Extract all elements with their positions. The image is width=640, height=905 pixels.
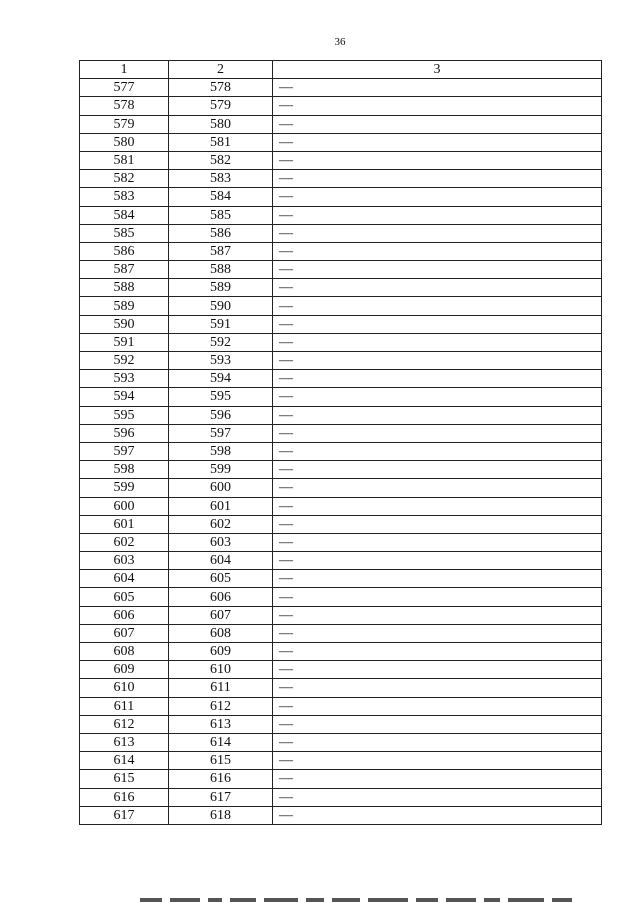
cell-col-2: 608 [169, 624, 273, 642]
table-row [80, 752, 602, 770]
table-row [80, 352, 602, 370]
cell-col-2: 618 [169, 806, 273, 824]
column-header-2: 2 [169, 61, 273, 79]
data-table [79, 60, 602, 825]
cell-col-3: — [273, 588, 602, 606]
cell-col-3: — [273, 406, 602, 424]
table-row [80, 279, 602, 297]
table-row [80, 297, 602, 315]
bottom-cropped-text-line [140, 898, 580, 905]
table-row [80, 643, 602, 661]
cell-col-3: — [273, 370, 602, 388]
table-row [80, 497, 602, 515]
cell-col-1: 595 [80, 406, 169, 424]
cell-col-2: 600 [169, 479, 273, 497]
table-row [80, 770, 602, 788]
cell-col-1: 590 [80, 315, 169, 333]
table-row [80, 261, 602, 279]
cell-col-2: 607 [169, 606, 273, 624]
cell-col-2: 588 [169, 261, 273, 279]
cell-col-3: — [273, 315, 602, 333]
cell-col-2: 579 [169, 97, 273, 115]
cell-col-3: — [273, 679, 602, 697]
cell-col-2: 615 [169, 752, 273, 770]
table-row [80, 115, 602, 133]
cell-col-1: 601 [80, 515, 169, 533]
table-row [80, 370, 602, 388]
table-header [80, 61, 602, 79]
cell-col-1: 597 [80, 442, 169, 460]
cell-col-1: 617 [80, 806, 169, 824]
cell-col-2: 590 [169, 297, 273, 315]
cell-col-3: — [273, 206, 602, 224]
cell-col-2: 586 [169, 224, 273, 242]
cell-col-3: — [273, 297, 602, 315]
cell-col-3: — [273, 643, 602, 661]
cell-col-1: 596 [80, 424, 169, 442]
cell-col-3: — [273, 424, 602, 442]
table-row [80, 606, 602, 624]
table-row [80, 570, 602, 588]
cell-col-1: 600 [80, 497, 169, 515]
cell-col-2: 591 [169, 315, 273, 333]
cell-col-3: — [273, 151, 602, 169]
cell-col-2: 610 [169, 661, 273, 679]
cell-col-3: — [273, 624, 602, 642]
cell-col-2: 581 [169, 133, 273, 151]
table-row [80, 806, 602, 824]
cell-col-2: 578 [169, 79, 273, 97]
cell-col-1: 606 [80, 606, 169, 624]
cell-col-1: 594 [80, 388, 169, 406]
table-row [80, 170, 602, 188]
cell-col-1: 579 [80, 115, 169, 133]
table-row [80, 151, 602, 169]
table-row [80, 406, 602, 424]
cell-col-2: 599 [169, 461, 273, 479]
cell-col-3: — [273, 497, 602, 515]
cell-col-2: 609 [169, 643, 273, 661]
cell-col-1: 578 [80, 97, 169, 115]
table-row [80, 442, 602, 460]
cell-col-3: — [273, 115, 602, 133]
table-row [80, 552, 602, 570]
cell-col-3: — [273, 224, 602, 242]
cell-col-3: — [273, 261, 602, 279]
table-row [80, 533, 602, 551]
cell-col-1: 589 [80, 297, 169, 315]
cell-col-3: — [273, 788, 602, 806]
table-row [80, 97, 602, 115]
cell-col-1: 616 [80, 788, 169, 806]
cell-col-1: 602 [80, 533, 169, 551]
cell-col-2: 617 [169, 788, 273, 806]
table-row [80, 588, 602, 606]
header-row [80, 61, 602, 79]
cell-col-3: — [273, 388, 602, 406]
table-row [80, 697, 602, 715]
cell-col-1: 599 [80, 479, 169, 497]
table-row [80, 733, 602, 751]
cell-col-2: 611 [169, 679, 273, 697]
cell-col-3: — [273, 570, 602, 588]
table-row [80, 188, 602, 206]
cell-col-3: — [273, 733, 602, 751]
cell-col-2: 612 [169, 697, 273, 715]
cell-col-1: 584 [80, 206, 169, 224]
cell-col-1: 591 [80, 333, 169, 351]
table-row [80, 461, 602, 479]
table-body [80, 79, 602, 825]
cell-col-1: 604 [80, 570, 169, 588]
cell-col-2: 604 [169, 552, 273, 570]
cell-col-2: 584 [169, 188, 273, 206]
cell-col-1: 588 [80, 279, 169, 297]
cell-col-1: 577 [80, 79, 169, 97]
cell-col-3: — [273, 552, 602, 570]
cell-col-1: 598 [80, 461, 169, 479]
cell-col-3: — [273, 79, 602, 97]
cell-col-1: 587 [80, 261, 169, 279]
page-number: 36 [334, 36, 346, 48]
cell-col-1: 612 [80, 715, 169, 733]
table-row [80, 242, 602, 260]
table-row [80, 624, 602, 642]
cell-col-3: — [273, 352, 602, 370]
cell-col-1: 603 [80, 552, 169, 570]
cell-col-3: — [273, 97, 602, 115]
cell-col-1: 613 [80, 733, 169, 751]
cell-col-3: — [273, 461, 602, 479]
cell-col-1: 592 [80, 352, 169, 370]
table-row [80, 479, 602, 497]
table-row [80, 333, 602, 351]
cell-col-1: 610 [80, 679, 169, 697]
cell-col-3: — [273, 133, 602, 151]
cell-col-2: 605 [169, 570, 273, 588]
cell-col-3: — [273, 715, 602, 733]
cell-col-2: 602 [169, 515, 273, 533]
cell-col-1: 611 [80, 697, 169, 715]
column-header-1: 1 [80, 61, 169, 79]
cell-col-1: 608 [80, 643, 169, 661]
cell-col-1: 585 [80, 224, 169, 242]
cell-col-1: 615 [80, 770, 169, 788]
cell-col-1: 586 [80, 242, 169, 260]
cell-col-1: 583 [80, 188, 169, 206]
cell-col-3: — [273, 697, 602, 715]
cell-col-1: 582 [80, 170, 169, 188]
cell-col-1: 593 [80, 370, 169, 388]
cell-col-2: 596 [169, 406, 273, 424]
cell-col-2: 614 [169, 733, 273, 751]
cell-col-2: 582 [169, 151, 273, 169]
cell-col-2: 595 [169, 388, 273, 406]
cell-col-3: — [273, 661, 602, 679]
cell-col-2: 592 [169, 333, 273, 351]
cell-col-3: — [273, 479, 602, 497]
column-header-3: 3 [273, 61, 602, 79]
cell-col-1: 614 [80, 752, 169, 770]
table-row [80, 788, 602, 806]
cell-col-2: 613 [169, 715, 273, 733]
cell-col-2: 601 [169, 497, 273, 515]
table-row [80, 715, 602, 733]
cell-col-2: 603 [169, 533, 273, 551]
cell-col-2: 585 [169, 206, 273, 224]
cell-col-2: 593 [169, 352, 273, 370]
cell-col-3: — [273, 806, 602, 824]
cell-col-1: 607 [80, 624, 169, 642]
table-row [80, 224, 602, 242]
table-row [80, 315, 602, 333]
cell-col-2: 589 [169, 279, 273, 297]
cell-col-2: 583 [169, 170, 273, 188]
table-row [80, 424, 602, 442]
table-row [80, 206, 602, 224]
cell-col-2: 587 [169, 242, 273, 260]
cell-col-1: 605 [80, 588, 169, 606]
table-row [80, 679, 602, 697]
cell-col-3: — [273, 279, 602, 297]
cell-col-1: 609 [80, 661, 169, 679]
cell-col-2: 606 [169, 588, 273, 606]
cell-col-3: — [273, 533, 602, 551]
cell-col-3: — [273, 606, 602, 624]
cell-col-3: — [273, 770, 602, 788]
cell-col-1: 581 [80, 151, 169, 169]
cell-col-2: 598 [169, 442, 273, 460]
cell-col-3: — [273, 515, 602, 533]
cell-col-3: — [273, 752, 602, 770]
cell-col-3: — [273, 170, 602, 188]
cell-col-2: 594 [169, 370, 273, 388]
cell-col-1: 580 [80, 133, 169, 151]
cell-col-3: — [273, 242, 602, 260]
cell-col-3: — [273, 188, 602, 206]
table-row [80, 79, 602, 97]
table-row [80, 661, 602, 679]
cell-col-2: 616 [169, 770, 273, 788]
cell-col-3: — [273, 333, 602, 351]
cell-col-2: 597 [169, 424, 273, 442]
cell-col-2: 580 [169, 115, 273, 133]
table-row [80, 515, 602, 533]
table-row [80, 388, 602, 406]
cell-col-3: — [273, 442, 602, 460]
table-row [80, 133, 602, 151]
